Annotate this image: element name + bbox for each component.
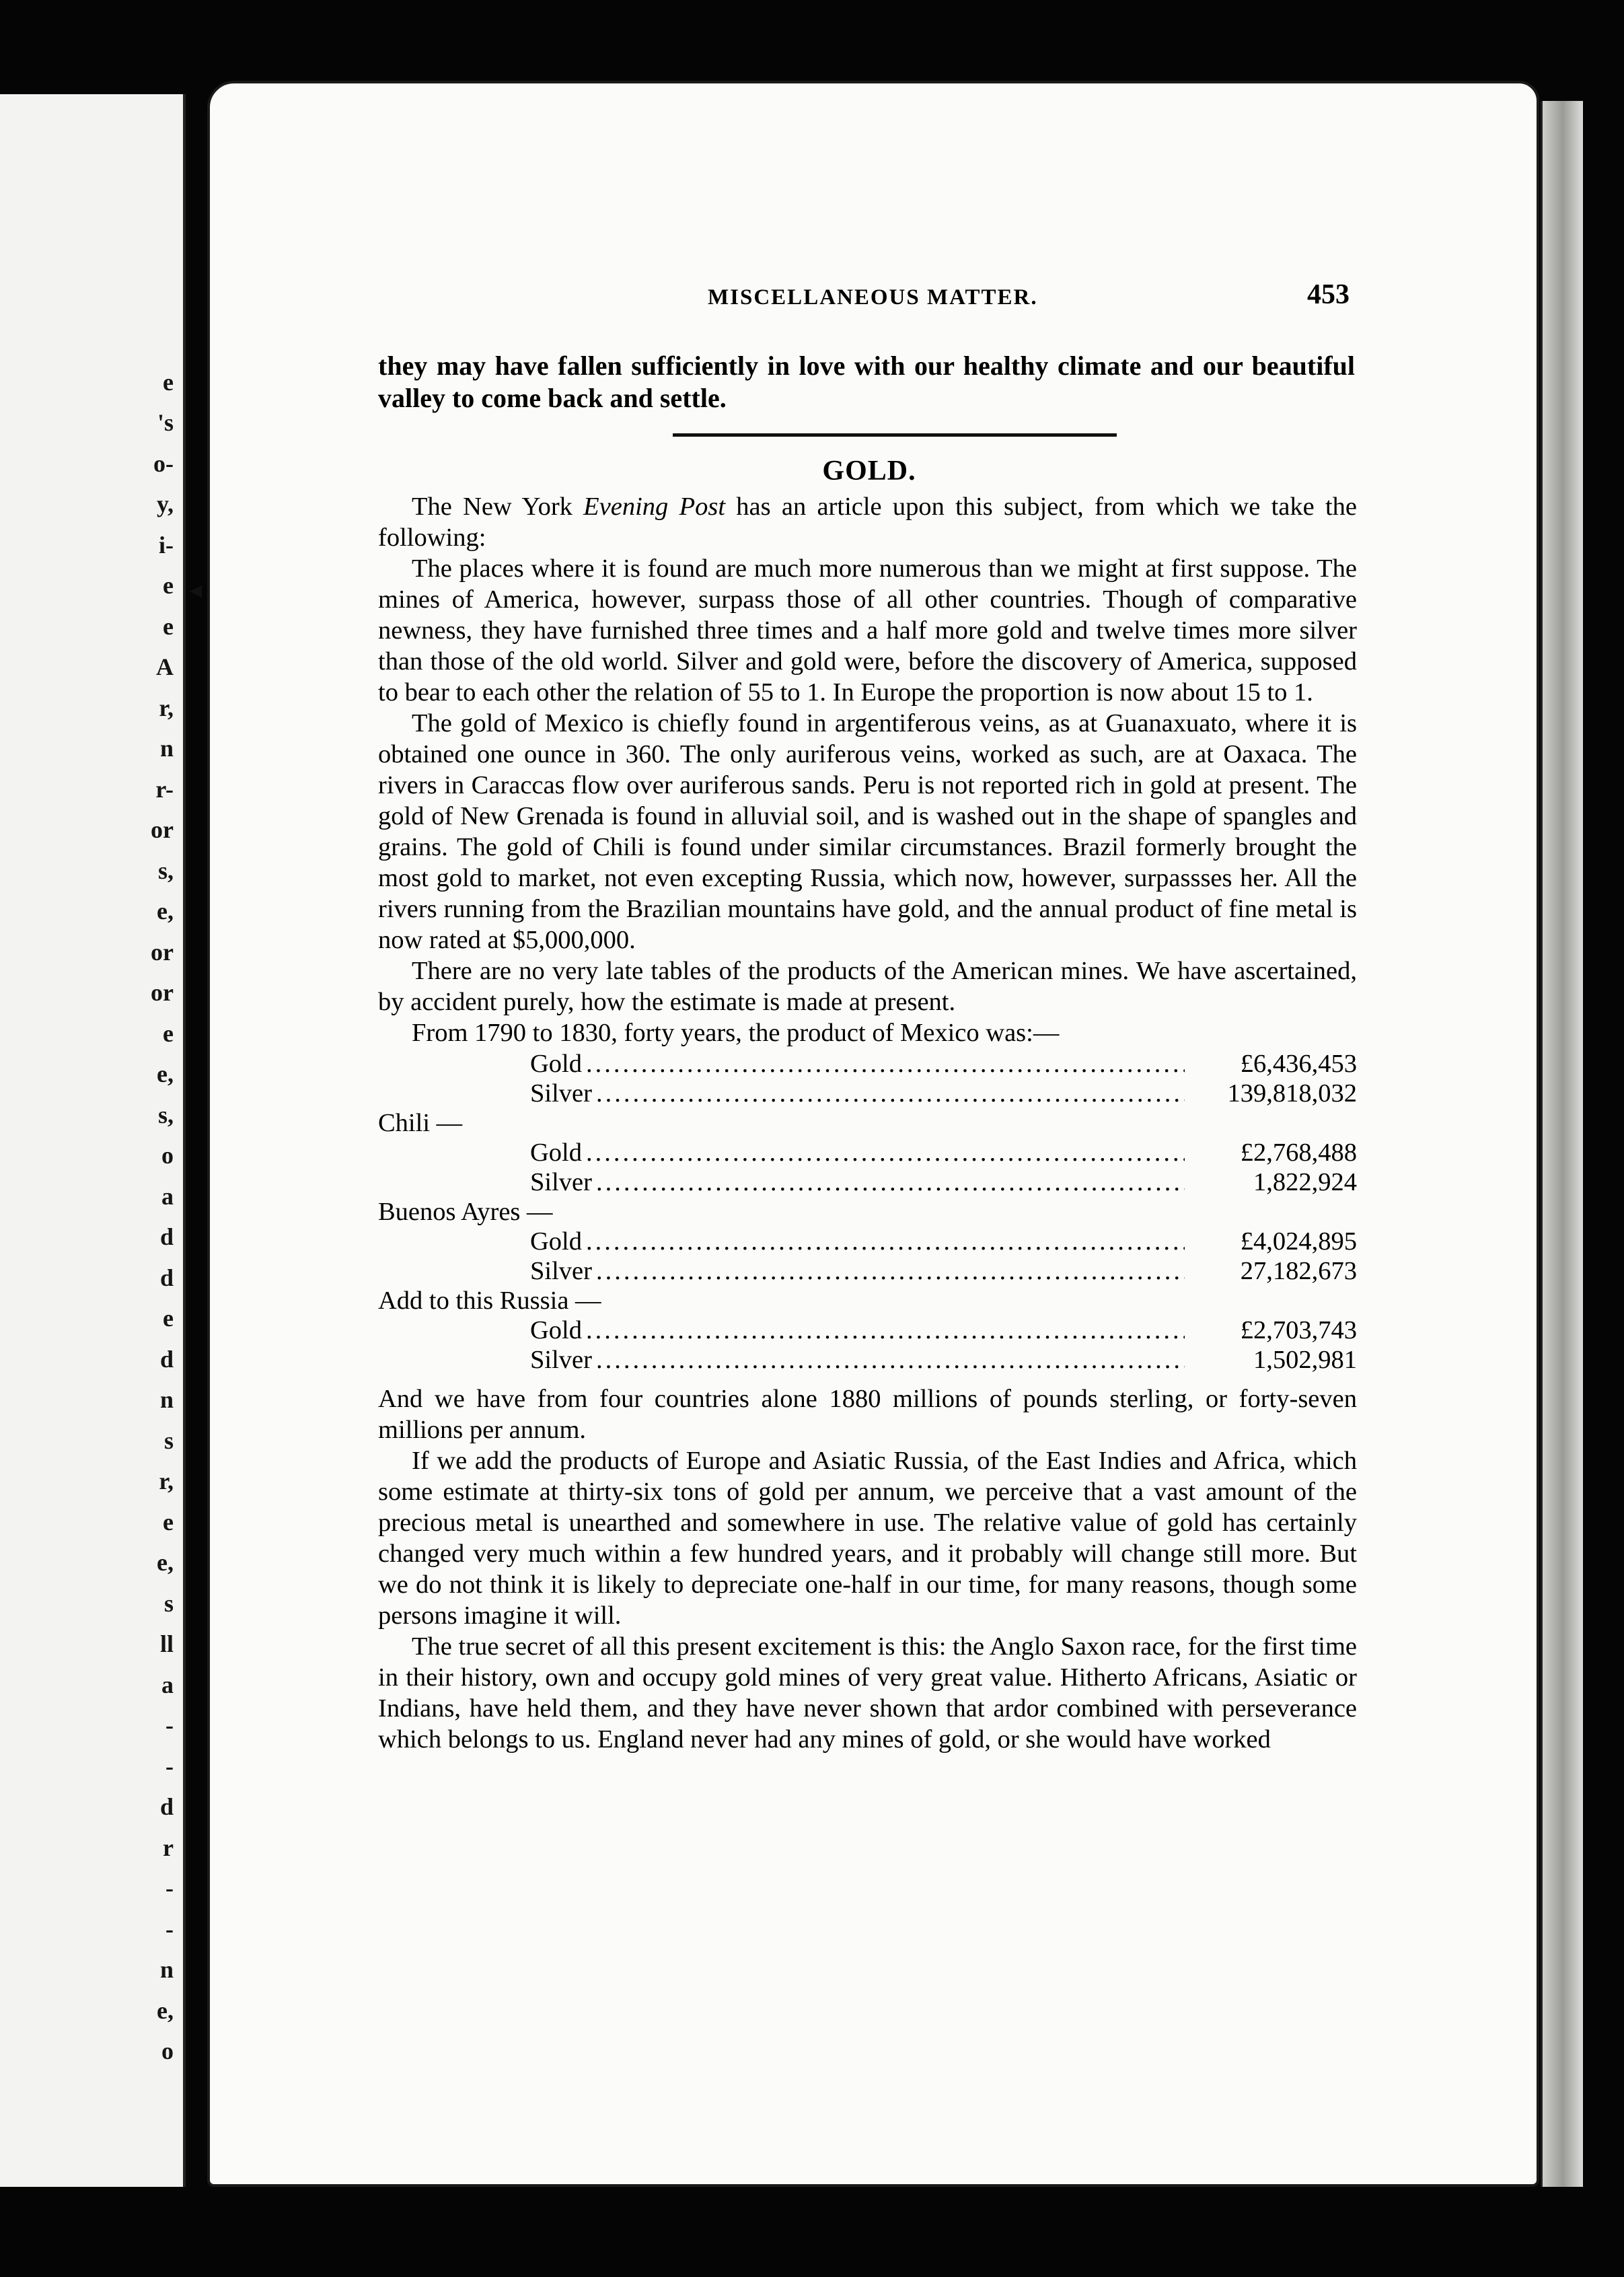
- facing-page-fragment: o: [161, 1142, 174, 1169]
- facing-page-fragment: or: [151, 939, 174, 966]
- facing-page-fragment: -: [165, 1753, 174, 1780]
- row-value: 1,822,924: [1253, 1168, 1357, 1196]
- paragraph: From 1790 to 1830, forty years, the product of Mexico was:—: [412, 1019, 1060, 1047]
- table-row: [378, 1137, 1357, 1167]
- paragraph: And we have from four countries alone 1880 millions of pounds sterling, or forty-seven millions per annum.: [378, 1385, 1357, 1444]
- row-label: Gold: [530, 1227, 582, 1256]
- leader-dots: [586, 1315, 1185, 1346]
- table-row: [378, 1315, 1357, 1344]
- running-title: MISCELLANEOUS MATTER.: [708, 285, 1038, 310]
- facing-page-fragment: o-: [153, 450, 174, 477]
- facing-page-fragment: o: [161, 2037, 174, 2064]
- continued-paragraph: they may have fallen sufficiently in love with our healthy climate and our beautiful valley to come back and settle.: [378, 351, 1355, 413]
- facing-page-fragment: r,: [159, 694, 174, 721]
- leader-dots: [596, 1167, 1185, 1198]
- facing-page-fragment: -: [165, 1712, 174, 1739]
- table-row: [378, 1344, 1357, 1374]
- facing-page-fragment: d: [159, 1793, 174, 1820]
- facing-page-fragment: -: [165, 1916, 174, 1943]
- paragraph: The places where it is found are much more numerous than we might at first suppose. The mines of America, however, surpass those of all other countries. Though of comparative newness, they have furnished three times and a half more gold and twelve times more silver than those of the old world. Silver and gold were, before the discovery of America, supposed to bear to each other the relation of 55 to 1. In Europe the proportion is now about 15 to 1.: [378, 554, 1357, 707]
- facing-page-fragment: e: [163, 1509, 174, 1535]
- group-label: Chili —: [378, 1109, 463, 1137]
- paragraph: The true secret of all this present excitement is this: the Anglo Saxon race, for the first time in their history, own and occupy gold mines of very great value. Hitherto Africans, Asiatic or Indians, have held them, and they have never shown that ardor combined with perseverance which belongs to us. England never had any mines of gold, or she would have worked: [378, 1632, 1357, 1754]
- row-value: £6,436,453: [1240, 1050, 1357, 1078]
- facing-page-fragment: or: [151, 979, 174, 1006]
- row-label: Silver: [530, 1257, 592, 1285]
- row-label: Gold: [530, 1138, 582, 1167]
- row-label: Silver: [530, 1346, 592, 1374]
- leader-dots: [586, 1226, 1185, 1257]
- facing-page-fragment: e,: [157, 1060, 174, 1087]
- row-value: £2,703,743: [1240, 1316, 1357, 1344]
- leader-dots: [596, 1078, 1185, 1109]
- paragraph-text: has an article upon this subject, from which we take the following:: [378, 493, 1357, 552]
- facing-page-fragment: n: [159, 735, 174, 762]
- table-group-label: [378, 1196, 1357, 1226]
- facing-page-edge: [0, 94, 186, 2187]
- facing-page-fragment: e,: [157, 1997, 174, 2024]
- facing-page-fragment: n: [159, 1386, 174, 1413]
- section-divider: [673, 433, 1117, 437]
- facing-page-fragment: r: [163, 1834, 174, 1861]
- facing-page-fragment: or: [151, 816, 174, 843]
- table-row: [378, 1078, 1357, 1108]
- group-label: Buenos Ayres —: [378, 1198, 553, 1226]
- facing-page-fragment: d: [159, 1346, 174, 1373]
- facing-page-fragment: d: [159, 1264, 174, 1291]
- paragraph: If we add the products of Europe and Asiatic Russia, of the East Indies and Africa, which some estimate at thirty-six tons of gold per annum, we perceive that a vast amount of the precious metal is unearthed and somewhere in use. The relative value of gold has certainly changed very much within a few hundred years, and it probably will change still more. But we do not think it is likely to depreciate one-half in our time, for many reasons, though some persons imagine it will.: [378, 1447, 1357, 1630]
- paragraph-text: The New York: [412, 493, 584, 521]
- table-row: [378, 1226, 1357, 1256]
- section-heading: GOLD.: [822, 456, 916, 486]
- paragraph: The gold of Mexico is chiefly found in argentiferous veins, as at Guanaxuato, where it is obtained one ounce in 360. The only auriferous veins, worked as such, are at Oaxaca. The rivers in Caraccas flow over auriferous sands. Peru is not reported rich in gold at present. The gold of New Grenada is found in alluvial soil, and is washed out in the shape of spangles and grains. The gold of Chili is found under similar circumstances. Brazil formerly brought the most gold to market, not even excepting Russia, which now, however, surpassses her. All the rivers running from the Brazilian mountains have gold, and the annual product of fine metal is now rated at $5,000,000.: [378, 709, 1357, 954]
- group-label: Add to this Russia —: [378, 1287, 601, 1315]
- table-row: [378, 1167, 1357, 1196]
- row-label: Gold: [530, 1316, 582, 1344]
- row-label: Gold: [530, 1050, 582, 1078]
- leader-dots: [596, 1344, 1185, 1375]
- row-label: Silver: [530, 1079, 592, 1108]
- facing-page-fragment: r-: [155, 776, 174, 803]
- facing-page-fragment: i-: [159, 532, 174, 558]
- facing-page-fragment: a: [161, 1671, 174, 1698]
- facing-page-fragment: s,: [157, 1101, 174, 1128]
- facing-page-fragment: A: [156, 653, 174, 680]
- newspaper-title: Evening Post: [583, 493, 726, 521]
- facing-page-fragment: r,: [159, 1468, 174, 1494]
- facing-page-fragment: ll: [159, 1630, 174, 1657]
- table-group-label: [378, 1108, 1357, 1137]
- facing-page-fragment: d: [159, 1223, 174, 1250]
- facing-page-fragment: e: [163, 1020, 174, 1047]
- row-value: 27,182,673: [1240, 1257, 1357, 1285]
- leader-dots: [596, 1256, 1185, 1287]
- row-label: Silver: [530, 1168, 592, 1196]
- row-value: £2,768,488: [1240, 1138, 1357, 1167]
- facing-page-fragment: s: [163, 1590, 174, 1617]
- page-number: 453: [1307, 279, 1350, 310]
- facing-page-fragment: n: [159, 1956, 174, 1983]
- facing-page-fragment: e: [163, 613, 174, 640]
- facing-page-fragment: a: [161, 1183, 174, 1210]
- paragraph: [378, 491, 1357, 553]
- facing-page-fragment: y,: [156, 491, 174, 517]
- facing-page-fragment: e,: [157, 1549, 174, 1576]
- facing-page-fragment: s: [163, 1427, 174, 1454]
- facing-page-fragment: e: [163, 1305, 174, 1332]
- paragraph: There are no very late tables of the products of the American mines. We have ascertained, by accident purely, how the estimate is made at present.: [378, 957, 1357, 1016]
- row-value: £4,024,895: [1240, 1227, 1357, 1256]
- row-value: 139,818,032: [1227, 1079, 1357, 1108]
- table-group-label: [378, 1285, 1357, 1315]
- facing-page-fragment: e: [163, 369, 174, 396]
- table-row: [378, 1048, 1357, 1078]
- leader-dots: [586, 1137, 1185, 1168]
- facing-page-fragment: e: [163, 572, 174, 599]
- table-row: [378, 1256, 1357, 1285]
- margin-marker: [190, 585, 202, 598]
- article-body: [378, 491, 1357, 1755]
- page-stack-edge: [1541, 101, 1583, 2187]
- production-table: [378, 1048, 1357, 1374]
- running-head: [378, 275, 1360, 315]
- leader-dots: [586, 1048, 1185, 1079]
- facing-page-fragment: e,: [157, 898, 174, 925]
- facing-page-fragment: s,: [157, 857, 174, 884]
- facing-page-fragment: 's: [157, 409, 174, 436]
- facing-page-fragment: -: [165, 1875, 174, 1902]
- row-value: 1,502,981: [1253, 1346, 1357, 1374]
